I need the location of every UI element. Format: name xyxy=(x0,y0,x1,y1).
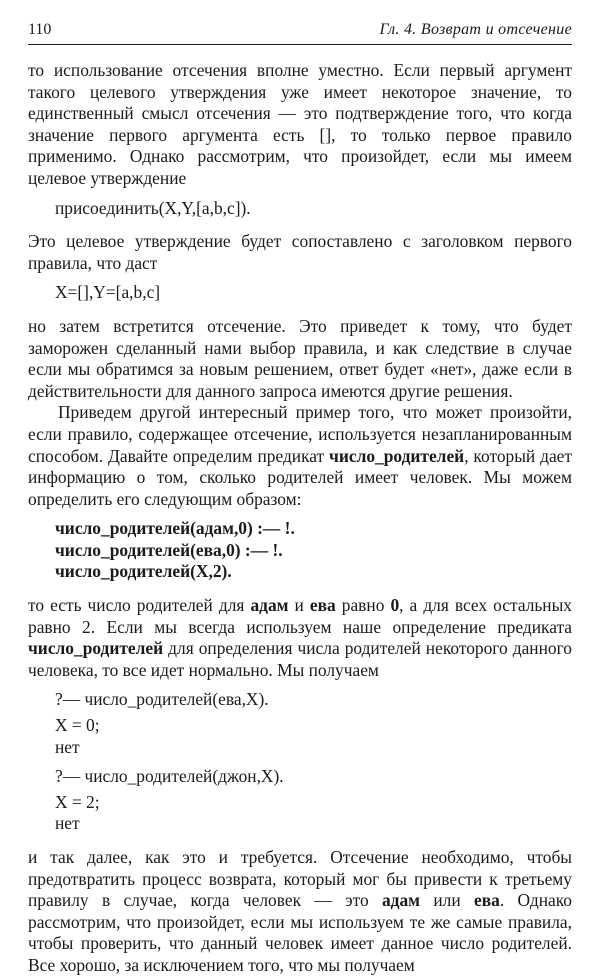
query-goal: ?— число_родителей(ева,X). xyxy=(55,689,269,710)
query-answer: X = 2; xyxy=(55,791,100,812)
paragraph-6: и так далее, как это и требуется. Отсечение необходимо, чтобы предотвратить процесс возврата, который мог бы привести к третьему правилу в случае, когда человек — это адам или ева. Однако рассмотрим, что произойдет, если мы используем те же самые правила, чтобы проверить, что данный человек имеет данное число родителей. Все хорошо, за исключением того, что мы получаем xyxy=(28,847,572,975)
query-block-1 xyxy=(28,689,572,758)
code-unification: X=[],Y=[a,b,c] xyxy=(55,282,161,303)
code-rule-3: число_родителей(X,2). xyxy=(55,561,232,582)
page-body xyxy=(28,60,572,977)
predicate-name: число_родителей xyxy=(329,445,465,466)
paragraph-4: Приведем другой интересный пример того, что может произойти, если правило, содержащее отсечение, используется незапланированным способом. Давайте определим предикат число_родителей, который дает информацию о том, сколько родителей имеет человек. Мы можем определить его следующим образом: xyxy=(28,402,572,509)
code-rule-2: число_родителей(ева,0) :— !. xyxy=(55,539,283,560)
running-title: Гл. 4. Возврат и отсечение xyxy=(379,21,572,38)
code-block-rules xyxy=(28,518,572,583)
page-number: 110 xyxy=(28,21,52,38)
paragraph-3: но затем встретится отсечение. Это приведет к тому, что будет заморожен сделанный нами выбор правила, и как следствие в случае если мы обратимся за новым решением, ответ будет «нет», даже если в действительности для данного запроса имеются другие решения. xyxy=(28,315,572,401)
query-answer: X = 0; xyxy=(55,715,100,736)
code-rule-1: число_родителей(адам,0) :— !. xyxy=(55,518,295,539)
query-result: нет xyxy=(55,736,80,757)
header-rule xyxy=(28,44,572,45)
query-goal: ?— число_родителей(джон,X). xyxy=(55,766,284,787)
query-result: нет xyxy=(55,813,80,834)
paragraph-1: то использование отсечения вполне уместно. Если первый аргумент такого целевого утверждения уже имеет некоторое значение, то единственный смысл отсечения — это подтверждение того, что когда значение первого аргумента есть [], то только первое правило применимо. Однако рассмотрим, что произойдет, если мы имеем целевое утверждение xyxy=(28,60,572,188)
code-append-goal: присоединить(X,Y,[a,b,c]). xyxy=(55,197,251,218)
paragraph-5: то есть число родителей для адам и ева равно 0, а для всех остальных равно 2. Если мы всегда используем наше определение предиката число_родителей для определения числа родителей некоторого данного человека, то все идет нормально. Мы получаем xyxy=(28,595,572,680)
paragraph-2: Это целевое утверждение будет сопоставлено с заголовком первого правила, что даст xyxy=(28,231,572,273)
query-block-2 xyxy=(28,766,572,835)
